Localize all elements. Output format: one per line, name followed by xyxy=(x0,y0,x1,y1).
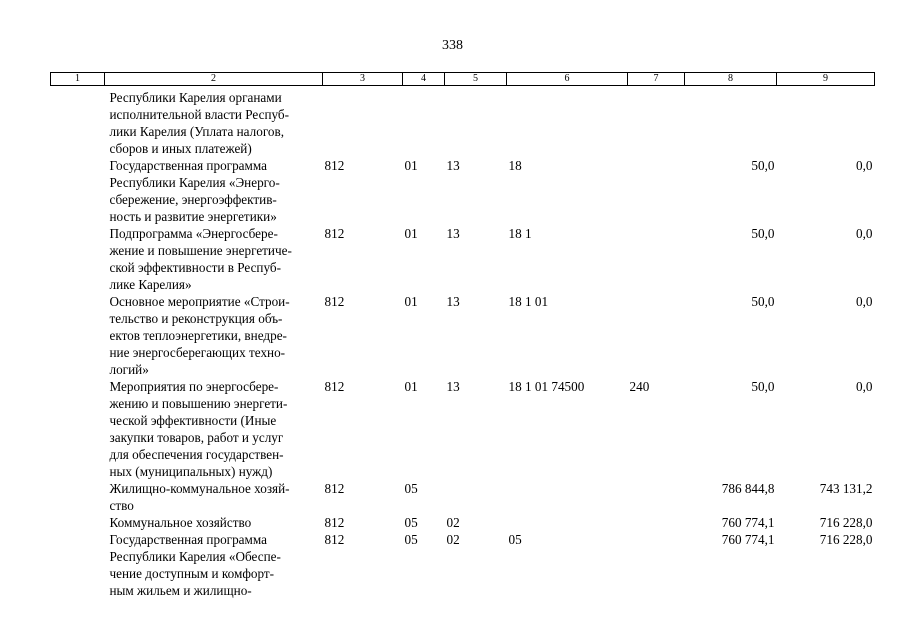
cell-empty xyxy=(51,480,105,514)
cell-amount-1: 760 774,1 xyxy=(721,515,775,530)
cell-target-item: 05 xyxy=(508,532,522,547)
cell-admin-code: 812 xyxy=(324,532,345,547)
cell-name: Подпрограмма «Энергосбере- жение и повышение энергетиче- ской эффективности в Респуб- лике Карелия» xyxy=(109,226,292,292)
cell-subsection: 02 xyxy=(446,532,460,547)
cell-amount-2: 0,0 xyxy=(856,158,873,173)
table-row xyxy=(51,157,875,225)
cell-amount-1: 786 844,8 xyxy=(721,481,775,496)
cell-name: Мероприятия по энергосбере- жению и повышению энергети- ческой эффективности (Иные закупки товаров, работ и услуг для обеспечения государствен- ных (муниципальных) нужд) xyxy=(109,379,288,479)
cell-amount-1: 50,0 xyxy=(751,158,775,173)
cell-section: 05 xyxy=(404,481,418,496)
cell-amount-1 xyxy=(685,86,777,158)
cell-subsection xyxy=(445,86,507,158)
cell-expense-type: 240 xyxy=(629,379,650,394)
cell-section xyxy=(403,86,445,158)
cell-name: Коммунальное хозяйство xyxy=(109,515,252,530)
cell-target-item xyxy=(507,514,628,531)
cell-amount-2 xyxy=(777,86,875,158)
cell-amount-1: 760 774,1 xyxy=(721,532,775,547)
cell-expense-type xyxy=(628,293,685,378)
cell-amount-2: 0,0 xyxy=(856,379,873,394)
header-cell-7: 7 xyxy=(628,73,685,86)
cell-name: Государственная программа Республики Карелия «Обеспе- чение доступным и комфорт- ным жильем и жилищно- xyxy=(109,532,281,598)
header-cell-4: 4 xyxy=(403,73,445,86)
table-row xyxy=(51,514,875,531)
cell-section: 01 xyxy=(404,294,418,309)
header-cell-9: 9 xyxy=(777,73,875,86)
cell-admin-code: 812 xyxy=(324,481,345,496)
cell-expense-type xyxy=(628,157,685,225)
cell-empty xyxy=(51,157,105,225)
table-row xyxy=(51,378,875,480)
cell-expense-type xyxy=(628,86,685,158)
cell-amount-1: 50,0 xyxy=(751,379,775,394)
cell-amount-2: 0,0 xyxy=(856,294,873,309)
cell-admin-code: 812 xyxy=(324,158,345,173)
cell-expense-type xyxy=(628,480,685,514)
cell-empty xyxy=(51,86,105,158)
cell-amount-1: 50,0 xyxy=(751,294,775,309)
cell-subsection xyxy=(445,480,507,514)
cell-amount-2: 716 228,0 xyxy=(819,515,873,530)
cell-amount-2: 0,0 xyxy=(856,226,873,241)
cell-target-item: 18 xyxy=(508,158,522,173)
table-row xyxy=(51,480,875,514)
cell-target-item: 18 1 xyxy=(508,226,532,241)
cell-subsection: 13 xyxy=(446,226,460,241)
cell-admin-code: 812 xyxy=(324,226,345,241)
cell-expense-type xyxy=(628,514,685,531)
cell-target-item xyxy=(507,86,628,158)
cell-amount-1: 50,0 xyxy=(751,226,775,241)
cell-section: 05 xyxy=(404,532,418,547)
cell-admin-code xyxy=(323,86,403,158)
cell-target-item xyxy=(507,480,628,514)
table-row xyxy=(51,531,875,599)
cell-admin-code: 812 xyxy=(324,379,345,394)
table-row xyxy=(51,86,875,158)
cell-empty xyxy=(51,514,105,531)
cell-section: 01 xyxy=(404,158,418,173)
budget-table xyxy=(50,72,875,599)
cell-admin-code: 812 xyxy=(324,294,345,309)
cell-target-item: 18 1 01 74500 xyxy=(508,379,585,394)
cell-subsection: 13 xyxy=(446,158,460,173)
header-cell-6: 6 xyxy=(507,73,628,86)
cell-name: Основное мероприятие «Строи- тельство и реконструкция объ- ектов теплоэнергетики, внедре- ние энергосберегающих техно- логий» xyxy=(109,294,290,377)
cell-name: Республики Карелия органами исполнительной власти Респуб- лики Карелия (Уплата налогов, сборов и иных платежей) xyxy=(109,90,290,156)
cell-section: 01 xyxy=(404,226,418,241)
header-row xyxy=(51,73,875,86)
cell-subsection: 13 xyxy=(446,294,460,309)
header-cell-3: 3 xyxy=(323,73,403,86)
header-cell-5: 5 xyxy=(445,73,507,86)
cell-name: Жилищно-коммунальное хозяй- ство xyxy=(109,481,290,513)
cell-amount-2: 743 131,2 xyxy=(819,481,873,496)
cell-section: 05 xyxy=(404,515,418,530)
cell-empty xyxy=(51,225,105,293)
cell-target-item: 18 1 01 xyxy=(508,294,549,309)
header-cell-2: 2 xyxy=(105,73,323,86)
cell-expense-type xyxy=(628,225,685,293)
cell-admin-code: 812 xyxy=(324,515,345,530)
cell-amount-2: 716 228,0 xyxy=(819,532,873,547)
table-row xyxy=(51,225,875,293)
header-cell-1: 1 xyxy=(51,73,105,86)
header-cell-8: 8 xyxy=(685,73,777,86)
page-number: 338 xyxy=(442,38,463,53)
table-row xyxy=(51,293,875,378)
cell-name: Государственная программа Республики Карелия «Энерго- сбережение, энергоэффектив- ность и развитие энергетики» xyxy=(109,158,280,224)
cell-expense-type xyxy=(628,531,685,599)
cell-section: 01 xyxy=(404,379,418,394)
cell-empty xyxy=(51,293,105,378)
cell-subsection: 13 xyxy=(446,379,460,394)
cell-empty xyxy=(51,531,105,599)
cell-empty xyxy=(51,378,105,480)
cell-subsection: 02 xyxy=(446,515,460,530)
